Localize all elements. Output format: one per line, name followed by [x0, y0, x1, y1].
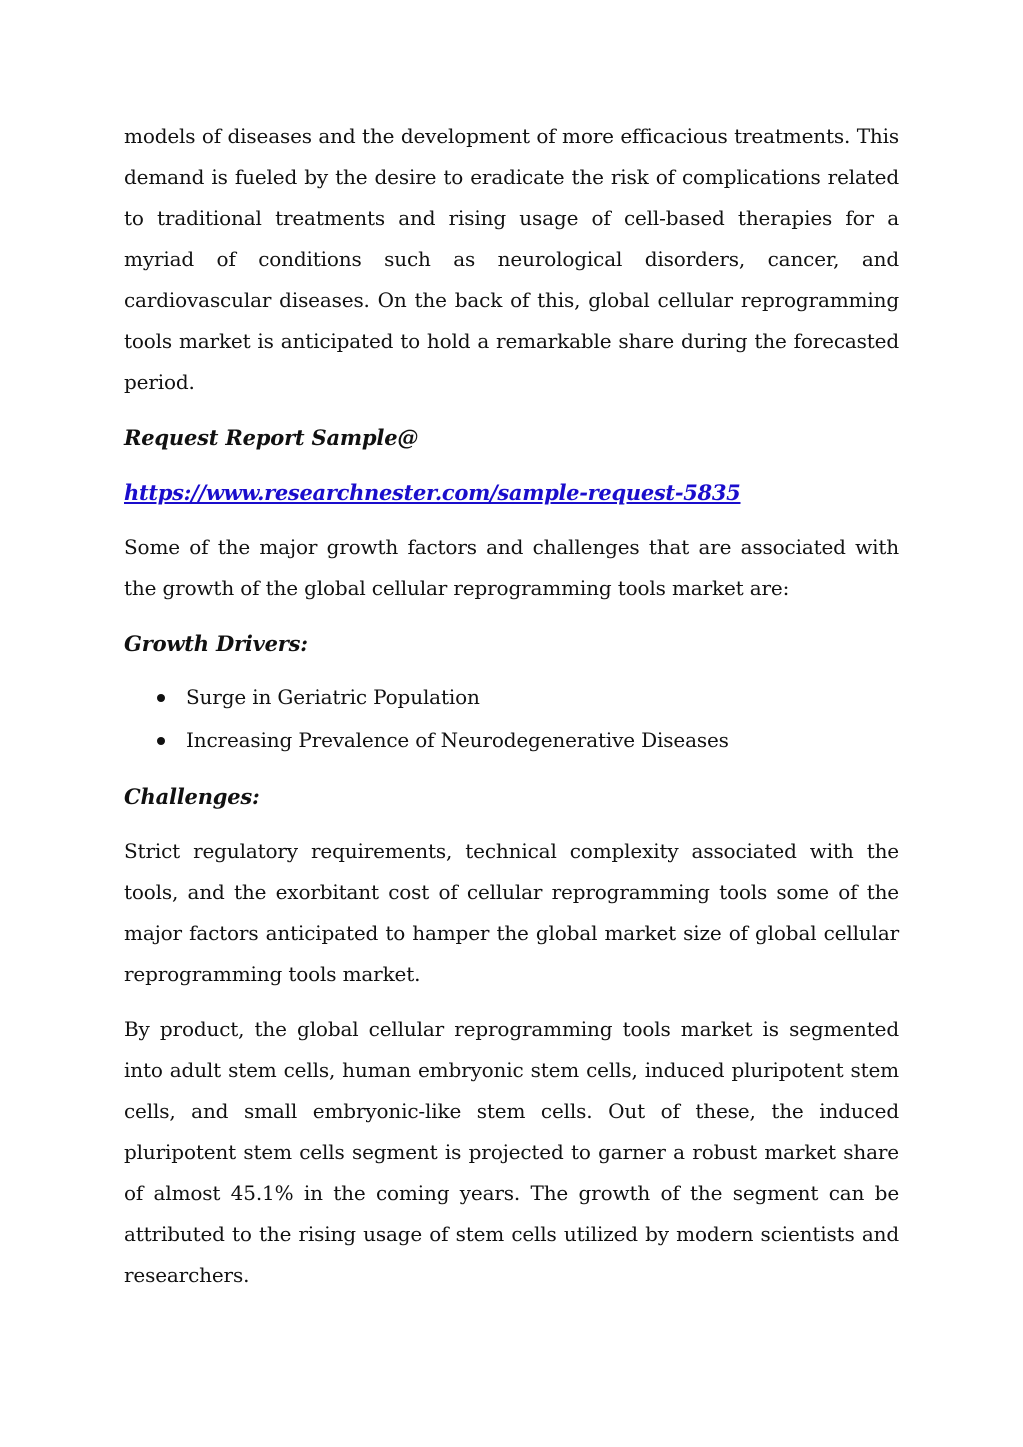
bullet-icon	[157, 737, 165, 745]
growth-factors-paragraph: Some of the major growth factors and challenges that are associated with the growth of the global cellular reprogramming tools market are:	[124, 535, 899, 600]
list-item-text: Increasing Prevalence of Neurodegenerative Diseases	[186, 728, 729, 752]
challenges-heading: Challenges:	[124, 784, 260, 809]
bullet-icon	[157, 694, 165, 702]
growth-drivers-heading: Growth Drivers:	[124, 631, 308, 656]
growth-drivers-list	[124, 676, 899, 762]
product-segment-paragraph: By product, the global cellular reprogramming tools market is segmented into adult stem cells, human embryonic stem cells, induced pluripotent stem cells, and small embryonic-like stem cells. Out of these, the induced pluripotent stem cells segment is projected to garner a robust market share of almost 45.1% in the coming years. The growth of the segment can be attributed to the rising usage of stem cells utilized by modern scientists and researchers.	[124, 1017, 899, 1287]
request-sample-heading: Request Report Sample@	[124, 425, 419, 450]
intro-paragraph: models of diseases and the development of more efficacious treatments. This demand is fueled by the desire to eradicate the risk of complications related to traditional treatments and rising usage of cell-based therapies for a myriad of conditions such as neurological disorders, cancer, and cardiovascular diseases. On the back of this, global cellular reprogramming tools market is anticipated to hold a remarkable share during the forecasted period.	[124, 124, 899, 394]
challenges-paragraph: Strict regulatory requirements, technical complexity associated with the tools, and the exorbitant cost of cellular reprogramming tools some of the major factors anticipated to hamper the global market size of global cellular reprogramming tools market.	[124, 839, 899, 986]
list-item	[124, 676, 899, 719]
list-item-text: Surge in Geriatric Population	[186, 685, 480, 709]
sample-request-link[interactable]: https://www.researchnester.com/sample-request-5835	[124, 480, 741, 505]
list-item	[124, 719, 899, 762]
document-page	[124, 116, 899, 1296]
